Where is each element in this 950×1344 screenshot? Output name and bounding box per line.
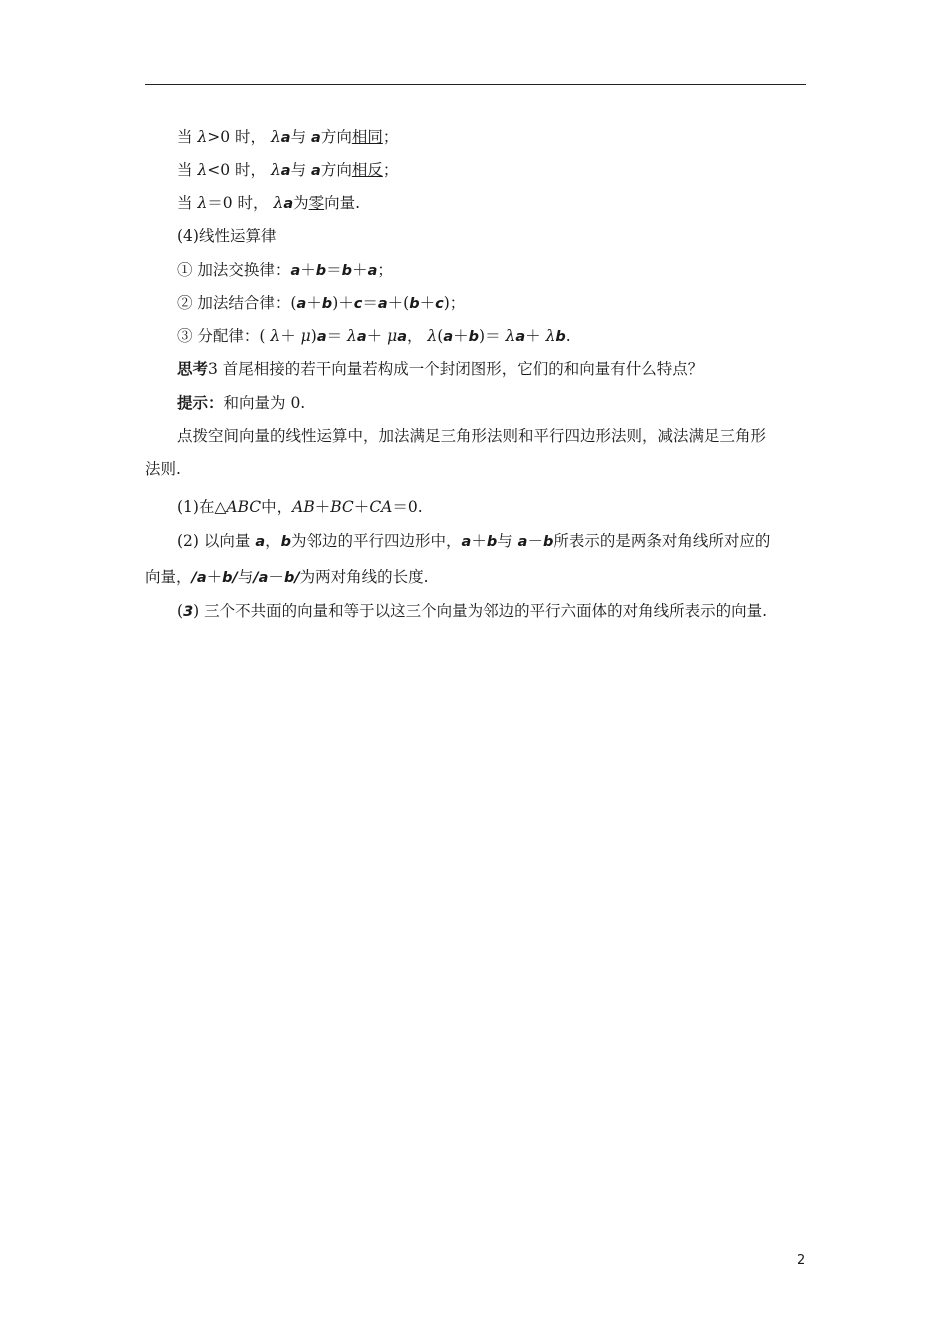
text-line-lambda-zero: 当 λ＝0 时， λa为零向量. bbox=[177, 194, 361, 212]
tip-item-2-line-1: (2) 以向量 a，b为邻边的平行四边形中，a＋b与 a－b所表示的是两条对角线所对应的 bbox=[177, 532, 771, 550]
hint-answer: 提示：和向量为 0. bbox=[177, 394, 306, 412]
tip-item-2-line-2: 向量，/a＋b/与/a－b/为两对角线的长度. bbox=[145, 568, 429, 586]
header-rule bbox=[145, 84, 806, 85]
paragraph-tip-line-2: 法则. bbox=[145, 460, 181, 478]
text-line-lambda-negative: 当 λ<0 时， λa与 a方向相反； bbox=[177, 161, 399, 179]
text-line-associative-law: ② 加法结合律：(a＋b)＋c＝a＋(b＋c)； bbox=[177, 294, 466, 312]
text-line-lambda-positive: 当 λ>0 时， λa与 a方向相同； bbox=[177, 128, 399, 146]
thinking-question: 思考3 首尾相接的若干向量若构成一个封闭图形，它们的和向量有什么特点？ bbox=[177, 360, 704, 378]
paragraph-tip-line-1: 点拨空间向量的线性运算中，加法满足三角形法则和平行四边形法则，减法满足三角形 bbox=[177, 427, 767, 445]
thinking-label: 思考 bbox=[177, 360, 209, 378]
hint-label: 提示： bbox=[177, 394, 224, 412]
section-heading-linear-laws: (4)线性运算律 bbox=[177, 227, 277, 245]
text-line-distributive-law: ③ 分配律：( λ＋ μ)a＝ λa＋ μa， λ(a＋b)＝ λa＋ λb. bbox=[177, 327, 571, 345]
tip-item-3: (3) 三个不共面的向量和等于以这三个向量为邻边的平行六面体的对角线所表示的向量. bbox=[177, 602, 768, 620]
page-number: 2 bbox=[797, 1253, 806, 1268]
tip-item-1: (1)在△ABC中，AB＋BC＋CA＝0. bbox=[177, 498, 423, 516]
text-line-commutative-law: ① 加法交换律：a＋b＝b＋a； bbox=[177, 261, 393, 279]
